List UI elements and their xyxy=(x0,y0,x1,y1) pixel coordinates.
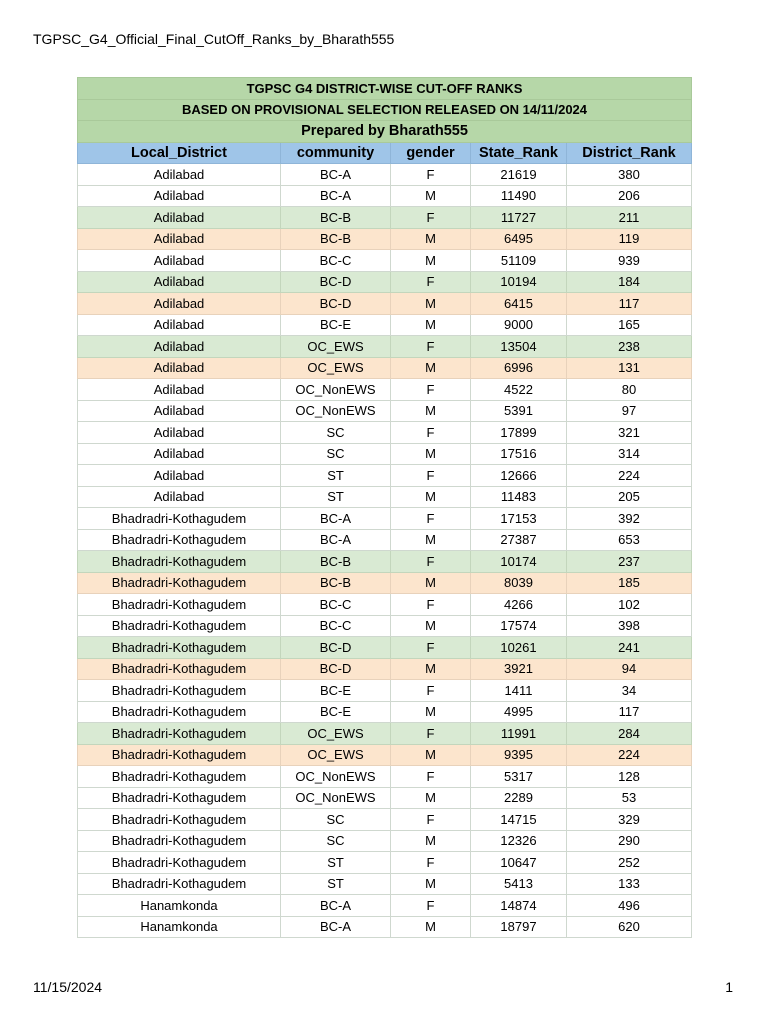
cell-state-rank: 14715 xyxy=(471,809,567,831)
cell-local-district: Bhadradri-Kothagudem xyxy=(78,787,281,809)
cell-local-district: Adilabad xyxy=(78,207,281,229)
cell-district-rank: 252 xyxy=(567,852,692,874)
table-row xyxy=(78,895,692,917)
cell-local-district: Adilabad xyxy=(78,250,281,272)
cell-district-rank: 398 xyxy=(567,615,692,637)
cell-district-rank: 128 xyxy=(567,766,692,788)
cell-community: BC-A xyxy=(281,508,391,530)
cell-district-rank: 131 xyxy=(567,357,692,379)
table-row xyxy=(78,658,692,680)
table-row xyxy=(78,250,692,272)
cell-gender: F xyxy=(391,508,471,530)
cell-community: OC_EWS xyxy=(281,357,391,379)
cell-state-rank: 10194 xyxy=(471,271,567,293)
cell-community: OC_EWS xyxy=(281,723,391,745)
cell-gender: M xyxy=(391,615,471,637)
cell-gender: M xyxy=(391,185,471,207)
cell-community: SC xyxy=(281,809,391,831)
cell-district-rank: 284 xyxy=(567,723,692,745)
cell-state-rank: 1411 xyxy=(471,680,567,702)
table-row xyxy=(78,185,692,207)
cell-state-rank: 51109 xyxy=(471,250,567,272)
column-header-gender: gender xyxy=(391,142,471,164)
cell-community: BC-A xyxy=(281,895,391,917)
cell-local-district: Bhadradri-Kothagudem xyxy=(78,873,281,895)
cell-gender: F xyxy=(391,379,471,401)
cell-community: BC-B xyxy=(281,207,391,229)
cell-district-rank: 238 xyxy=(567,336,692,358)
cell-community: BC-A xyxy=(281,529,391,551)
cell-state-rank: 8039 xyxy=(471,572,567,594)
cell-district-rank: 53 xyxy=(567,787,692,809)
cell-community: BC-B xyxy=(281,228,391,250)
cell-community: SC xyxy=(281,443,391,465)
cell-state-rank: 10647 xyxy=(471,852,567,874)
cell-community: BC-B xyxy=(281,572,391,594)
cell-district-rank: 102 xyxy=(567,594,692,616)
cell-state-rank: 13504 xyxy=(471,336,567,358)
cell-community: OC_NonEWS xyxy=(281,379,391,401)
cell-state-rank: 4266 xyxy=(471,594,567,616)
page-header-title: TGPSC_G4_Official_Final_CutOff_Ranks_by_Bharath555 xyxy=(33,31,395,47)
cell-state-rank: 17574 xyxy=(471,615,567,637)
footer-page-number: 1 xyxy=(725,979,733,995)
cell-district-rank: 321 xyxy=(567,422,692,444)
cell-state-rank: 17516 xyxy=(471,443,567,465)
table-header-row xyxy=(78,142,692,164)
cell-district-rank: 241 xyxy=(567,637,692,659)
cell-community: ST xyxy=(281,465,391,487)
cell-district-rank: 329 xyxy=(567,809,692,831)
cell-district-rank: 133 xyxy=(567,873,692,895)
table-row xyxy=(78,766,692,788)
cell-local-district: Bhadradri-Kothagudem xyxy=(78,594,281,616)
table-subtitle: BASED ON PROVISIONAL SELECTION RELEASED ON 14/11/2024 xyxy=(78,99,692,121)
cell-state-rank: 6996 xyxy=(471,357,567,379)
cell-community: BC-E xyxy=(281,680,391,702)
cell-state-rank: 17153 xyxy=(471,508,567,530)
cell-gender: F xyxy=(391,594,471,616)
cell-local-district: Hanamkonda xyxy=(78,916,281,938)
cell-community: BC-E xyxy=(281,701,391,723)
cell-community: OC_EWS xyxy=(281,744,391,766)
cell-local-district: Bhadradri-Kothagudem xyxy=(78,551,281,573)
cell-community: SC xyxy=(281,830,391,852)
table-subtitle-row xyxy=(78,99,692,121)
cell-community: BC-B xyxy=(281,551,391,573)
cell-district-rank: 392 xyxy=(567,508,692,530)
footer-date: 11/15/2024 xyxy=(33,979,103,995)
cell-district-rank: 290 xyxy=(567,830,692,852)
cell-community: BC-D xyxy=(281,293,391,315)
cell-gender: M xyxy=(391,873,471,895)
table-row xyxy=(78,701,692,723)
table-row xyxy=(78,293,692,315)
cell-community: BC-E xyxy=(281,314,391,336)
cell-local-district: Hanamkonda xyxy=(78,895,281,917)
cell-gender: F xyxy=(391,766,471,788)
cell-local-district: Adilabad xyxy=(78,314,281,336)
cell-state-rank: 4995 xyxy=(471,701,567,723)
cell-district-rank: 185 xyxy=(567,572,692,594)
table-row xyxy=(78,336,692,358)
column-header-local-district: Local_District xyxy=(78,142,281,164)
cell-local-district: Adilabad xyxy=(78,336,281,358)
table-row xyxy=(78,357,692,379)
cell-district-rank: 620 xyxy=(567,916,692,938)
cell-district-rank: 206 xyxy=(567,185,692,207)
cell-community: SC xyxy=(281,422,391,444)
cell-gender: M xyxy=(391,658,471,680)
cell-gender: F xyxy=(391,637,471,659)
cell-local-district: Bhadradri-Kothagudem xyxy=(78,852,281,874)
cell-gender: M xyxy=(391,357,471,379)
cell-local-district: Bhadradri-Kothagudem xyxy=(78,809,281,831)
cell-local-district: Adilabad xyxy=(78,486,281,508)
cell-gender: F xyxy=(391,271,471,293)
cell-state-rank: 11991 xyxy=(471,723,567,745)
cell-local-district: Bhadradri-Kothagudem xyxy=(78,723,281,745)
cell-local-district: Bhadradri-Kothagudem xyxy=(78,766,281,788)
cell-local-district: Bhadradri-Kothagudem xyxy=(78,830,281,852)
cell-gender: M xyxy=(391,228,471,250)
cell-gender: F xyxy=(391,422,471,444)
cell-gender: F xyxy=(391,336,471,358)
cell-local-district: Adilabad xyxy=(78,357,281,379)
table-row xyxy=(78,852,692,874)
cell-state-rank: 5317 xyxy=(471,766,567,788)
table-row xyxy=(78,572,692,594)
cell-local-district: Adilabad xyxy=(78,422,281,444)
cell-gender: F xyxy=(391,551,471,573)
cell-district-rank: 184 xyxy=(567,271,692,293)
cell-state-rank: 11727 xyxy=(471,207,567,229)
cell-state-rank: 27387 xyxy=(471,529,567,551)
table-row xyxy=(78,637,692,659)
cell-gender: F xyxy=(391,895,471,917)
table-row xyxy=(78,916,692,938)
cell-state-rank: 10261 xyxy=(471,637,567,659)
cell-state-rank: 10174 xyxy=(471,551,567,573)
cell-district-rank: 224 xyxy=(567,744,692,766)
cell-state-rank: 2289 xyxy=(471,787,567,809)
cell-local-district: Bhadradri-Kothagudem xyxy=(78,744,281,766)
table-row xyxy=(78,830,692,852)
cell-district-rank: 117 xyxy=(567,701,692,723)
cell-local-district: Adilabad xyxy=(78,379,281,401)
table-row xyxy=(78,443,692,465)
table-title-row xyxy=(78,78,692,100)
cell-community: OC_NonEWS xyxy=(281,400,391,422)
cell-local-district: Bhadradri-Kothagudem xyxy=(78,615,281,637)
cell-state-rank: 5413 xyxy=(471,873,567,895)
cell-district-rank: 165 xyxy=(567,314,692,336)
table-row xyxy=(78,379,692,401)
cell-gender: M xyxy=(391,572,471,594)
cell-state-rank: 11483 xyxy=(471,486,567,508)
cell-district-rank: 117 xyxy=(567,293,692,315)
cutoff-ranks-table xyxy=(77,77,692,938)
table-row xyxy=(78,486,692,508)
cell-local-district: Adilabad xyxy=(78,465,281,487)
cell-district-rank: 314 xyxy=(567,443,692,465)
cell-state-rank: 18797 xyxy=(471,916,567,938)
table-title: TGPSC G4 DISTRICT-WISE CUT-OFF RANKS xyxy=(78,78,692,100)
cell-state-rank: 12666 xyxy=(471,465,567,487)
cell-gender: M xyxy=(391,314,471,336)
cell-community: OC_NonEWS xyxy=(281,787,391,809)
cell-gender: F xyxy=(391,809,471,831)
cell-gender: M xyxy=(391,830,471,852)
cell-gender: F xyxy=(391,164,471,186)
cell-gender: F xyxy=(391,852,471,874)
table-row xyxy=(78,873,692,895)
cell-local-district: Bhadradri-Kothagudem xyxy=(78,529,281,551)
column-header-state-rank: State_Rank xyxy=(471,142,567,164)
cell-gender: F xyxy=(391,723,471,745)
table-row xyxy=(78,465,692,487)
cell-district-rank: 97 xyxy=(567,400,692,422)
cell-district-rank: 224 xyxy=(567,465,692,487)
column-header-community: community xyxy=(281,142,391,164)
table-row xyxy=(78,809,692,831)
cell-community: OC_NonEWS xyxy=(281,766,391,788)
table-row xyxy=(78,228,692,250)
cell-gender: M xyxy=(391,400,471,422)
cell-local-district: Adilabad xyxy=(78,293,281,315)
table-row xyxy=(78,422,692,444)
table-row xyxy=(78,508,692,530)
cell-state-rank: 3921 xyxy=(471,658,567,680)
cell-state-rank: 17899 xyxy=(471,422,567,444)
cell-district-rank: 237 xyxy=(567,551,692,573)
cell-local-district: Bhadradri-Kothagudem xyxy=(78,572,281,594)
cell-local-district: Adilabad xyxy=(78,164,281,186)
table-credit: Prepared by Bharath555 xyxy=(78,121,692,143)
table-row xyxy=(78,744,692,766)
cell-state-rank: 5391 xyxy=(471,400,567,422)
column-header-district-rank: District_Rank xyxy=(567,142,692,164)
cell-local-district: Bhadradri-Kothagudem xyxy=(78,637,281,659)
cell-community: ST xyxy=(281,852,391,874)
cell-state-rank: 4522 xyxy=(471,379,567,401)
cell-gender: M xyxy=(391,293,471,315)
cell-community: ST xyxy=(281,486,391,508)
cell-community: BC-A xyxy=(281,185,391,207)
cell-gender: F xyxy=(391,680,471,702)
cell-district-rank: 496 xyxy=(567,895,692,917)
cell-state-rank: 12326 xyxy=(471,830,567,852)
cell-state-rank: 14874 xyxy=(471,895,567,917)
cell-community: OC_EWS xyxy=(281,336,391,358)
cell-district-rank: 94 xyxy=(567,658,692,680)
cell-district-rank: 939 xyxy=(567,250,692,272)
cell-local-district: Adilabad xyxy=(78,443,281,465)
cell-gender: F xyxy=(391,465,471,487)
cell-community: BC-D xyxy=(281,637,391,659)
table-row xyxy=(78,551,692,573)
cell-local-district: Bhadradri-Kothagudem xyxy=(78,508,281,530)
cell-local-district: Bhadradri-Kothagudem xyxy=(78,658,281,680)
cell-district-rank: 653 xyxy=(567,529,692,551)
cell-state-rank: 6495 xyxy=(471,228,567,250)
table-row xyxy=(78,400,692,422)
cell-gender: M xyxy=(391,529,471,551)
cell-gender: F xyxy=(391,207,471,229)
cell-local-district: Adilabad xyxy=(78,400,281,422)
cell-community: BC-C xyxy=(281,615,391,637)
cell-state-rank: 6415 xyxy=(471,293,567,315)
cell-gender: M xyxy=(391,744,471,766)
cell-local-district: Adilabad xyxy=(78,228,281,250)
table-row xyxy=(78,594,692,616)
cell-district-rank: 80 xyxy=(567,379,692,401)
cell-local-district: Adilabad xyxy=(78,271,281,293)
cell-local-district: Bhadradri-Kothagudem xyxy=(78,680,281,702)
table-row xyxy=(78,271,692,293)
cell-state-rank: 21619 xyxy=(471,164,567,186)
cell-local-district: Adilabad xyxy=(78,185,281,207)
cell-gender: M xyxy=(391,250,471,272)
cell-community: BC-D xyxy=(281,658,391,680)
table-row xyxy=(78,529,692,551)
cell-state-rank: 9000 xyxy=(471,314,567,336)
cell-gender: M xyxy=(391,486,471,508)
cell-gender: M xyxy=(391,787,471,809)
table-row xyxy=(78,164,692,186)
cell-community: BC-D xyxy=(281,271,391,293)
cell-local-district: Bhadradri-Kothagudem xyxy=(78,701,281,723)
cell-gender: M xyxy=(391,701,471,723)
table-row xyxy=(78,207,692,229)
cell-gender: M xyxy=(391,443,471,465)
cell-district-rank: 211 xyxy=(567,207,692,229)
table-row xyxy=(78,723,692,745)
cell-community: BC-A xyxy=(281,164,391,186)
cell-district-rank: 380 xyxy=(567,164,692,186)
cell-state-rank: 11490 xyxy=(471,185,567,207)
table-row xyxy=(78,787,692,809)
cell-district-rank: 205 xyxy=(567,486,692,508)
cell-gender: M xyxy=(391,916,471,938)
table-row xyxy=(78,615,692,637)
cell-state-rank: 9395 xyxy=(471,744,567,766)
table-row xyxy=(78,314,692,336)
cell-community: BC-A xyxy=(281,916,391,938)
table-row xyxy=(78,680,692,702)
cell-community: ST xyxy=(281,873,391,895)
cell-district-rank: 119 xyxy=(567,228,692,250)
table-credit-row xyxy=(78,121,692,143)
cell-community: BC-C xyxy=(281,250,391,272)
cell-community: BC-C xyxy=(281,594,391,616)
cell-district-rank: 34 xyxy=(567,680,692,702)
